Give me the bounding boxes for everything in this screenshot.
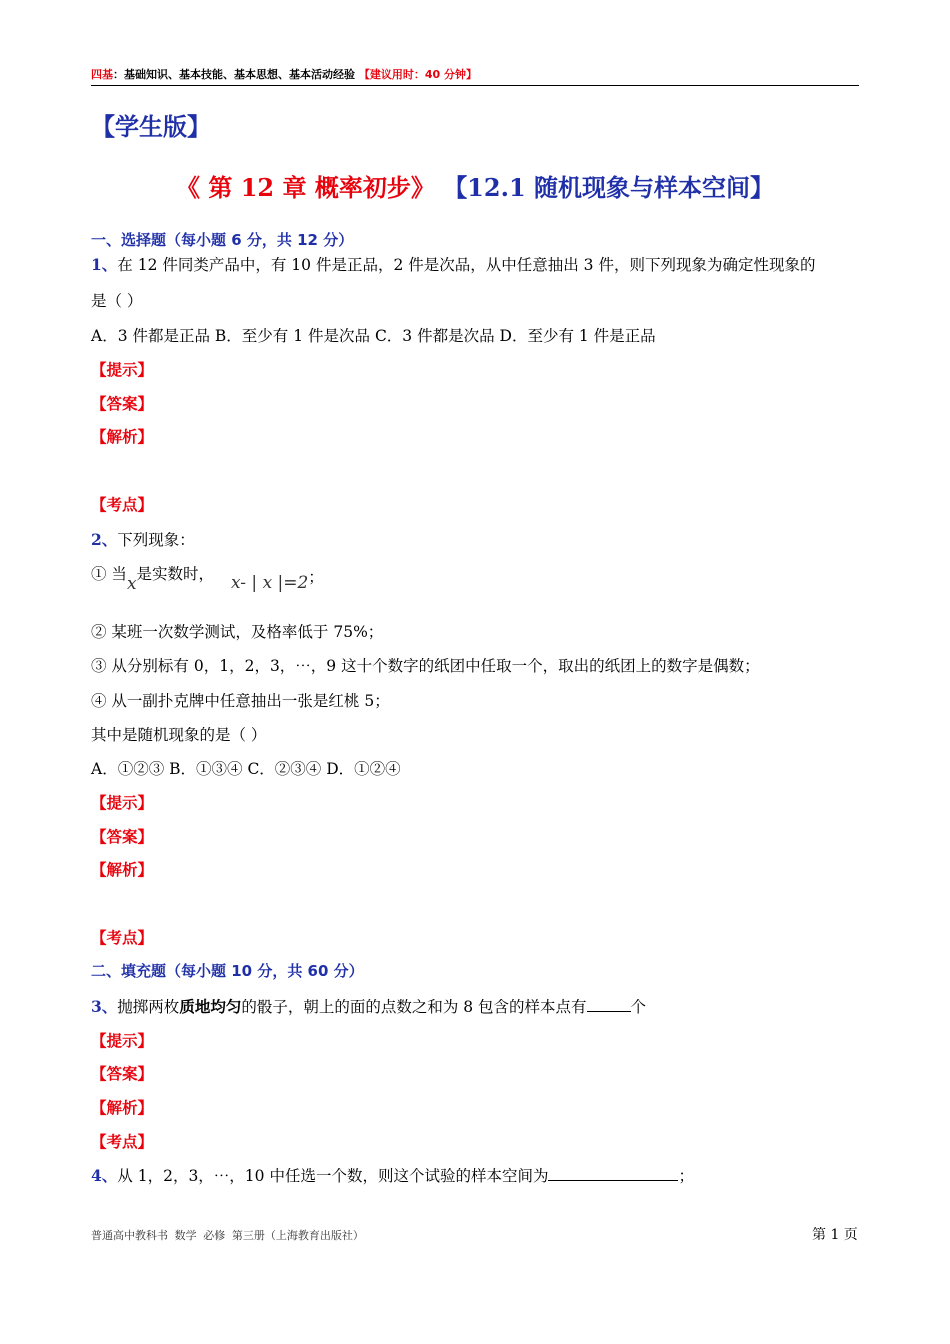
q3-text-bold: 质地均匀 xyxy=(179,998,242,1016)
q1-number: 1、 xyxy=(91,255,118,274)
q4-answer-blank[interactable] xyxy=(548,1164,678,1181)
q1-analysis: 【解析】 xyxy=(91,428,154,446)
footer-page-number: 第 1 页 xyxy=(812,1227,858,1243)
q3-text-a: 抛掷两枚 xyxy=(117,998,180,1016)
q3-point: 【考点】 xyxy=(91,1133,154,1151)
q2-item1-var: x xyxy=(126,574,137,594)
header-content: 基础知识、基本技能、基本思想、基本活动经验 xyxy=(124,68,355,81)
q2-item1-end: ； xyxy=(308,568,324,586)
q2-item4: ④ 从一副扑克牌中任意抽出一张是红桃 5； xyxy=(91,692,390,710)
page-header xyxy=(91,66,477,82)
q2-item1-a: ① 当 xyxy=(91,565,127,583)
q4-text-a: 从 1，2，3，⋯，10 中任选一个数，则这个试验的样本空间为 xyxy=(117,1167,549,1185)
q2-intro-line xyxy=(91,528,195,550)
q2-options: A．①②③ B．①③④ C．②③④ D．①②④ xyxy=(91,760,401,778)
q3-hint: 【提示】 xyxy=(91,1032,154,1050)
q4-text-b: ； xyxy=(678,1167,694,1185)
q2-question: 其中是随机现象的是（ ） xyxy=(91,726,267,744)
footer-book-title: 普通高中教科书 数学 必修 第三册（上海教育出版社） xyxy=(91,1229,364,1242)
q3-analysis: 【解析】 xyxy=(91,1099,154,1117)
header-rule xyxy=(91,85,859,86)
page-title xyxy=(0,168,950,203)
section2-heading: 二、填充题（每小题 10 分，共 60 分） xyxy=(91,962,364,980)
q1-line1 xyxy=(91,253,815,275)
q1-hint: 【提示】 xyxy=(91,361,154,379)
q2-item1-b: 是实数时， xyxy=(136,565,215,583)
q1-answer: 【答案】 xyxy=(91,395,154,413)
q2-item1-formula-wrap xyxy=(231,568,324,593)
q4-number: 4、 xyxy=(91,1166,118,1185)
q2-hint: 【提示】 xyxy=(91,794,154,812)
title-chapter: 《 第 12 章 概率初步》 xyxy=(176,173,435,202)
q2-item1-formula: x- | x |=2 xyxy=(231,573,309,593)
q4-line xyxy=(91,1164,694,1186)
q3-text-c: 个 xyxy=(630,998,647,1016)
q3-answer: 【答案】 xyxy=(91,1065,154,1083)
q1-options: A．3 件都是正品 B．至少有 1 件是次品 C．3 件都是次品 D．至少有 1 件是正品 xyxy=(91,327,656,345)
q1-point: 【考点】 xyxy=(91,496,154,514)
title-section: 【12.1 随机现象与样本空间】 xyxy=(443,173,774,202)
q3-text-b: 的骰子，朝上的面的点数之和为 8 包含的样本点有 xyxy=(241,998,587,1016)
q2-point: 【考点】 xyxy=(91,929,154,947)
header-time-note: 【建议用时：40 分钟】 xyxy=(358,68,477,81)
q3-line xyxy=(91,995,646,1017)
q2-item1 xyxy=(91,562,215,594)
q2-item2: ② 某班一次数学测试，及格率低于 75%； xyxy=(91,623,384,641)
version-label: 【学生版】 xyxy=(91,113,211,141)
q3-number: 3、 xyxy=(91,997,118,1016)
q2-answer: 【答案】 xyxy=(91,828,154,846)
q2-intro: 下列现象： xyxy=(117,531,195,549)
q1-text: 在 12 件同类产品中，有 10 件是正品，2 件是次品，从中任意抽出 3 件，则下列现象为确定性现象的 xyxy=(117,256,816,274)
q2-number: 2、 xyxy=(91,530,118,549)
q3-answer-blank[interactable] xyxy=(587,995,631,1012)
section1-heading: 一、选择题（每小题 6 分，共 12 分） xyxy=(91,231,354,249)
q2-analysis: 【解析】 xyxy=(91,861,154,879)
q1-line2: 是（ ） xyxy=(91,292,143,310)
q2-item3: ③ 从分别标有 0，1，2，3，⋯，9 这十个数字的纸团中任取一个，取出的纸团上的数字是偶数； xyxy=(91,657,760,675)
header-colon: ： xyxy=(113,68,124,81)
header-prefix: 四基 xyxy=(91,68,113,81)
